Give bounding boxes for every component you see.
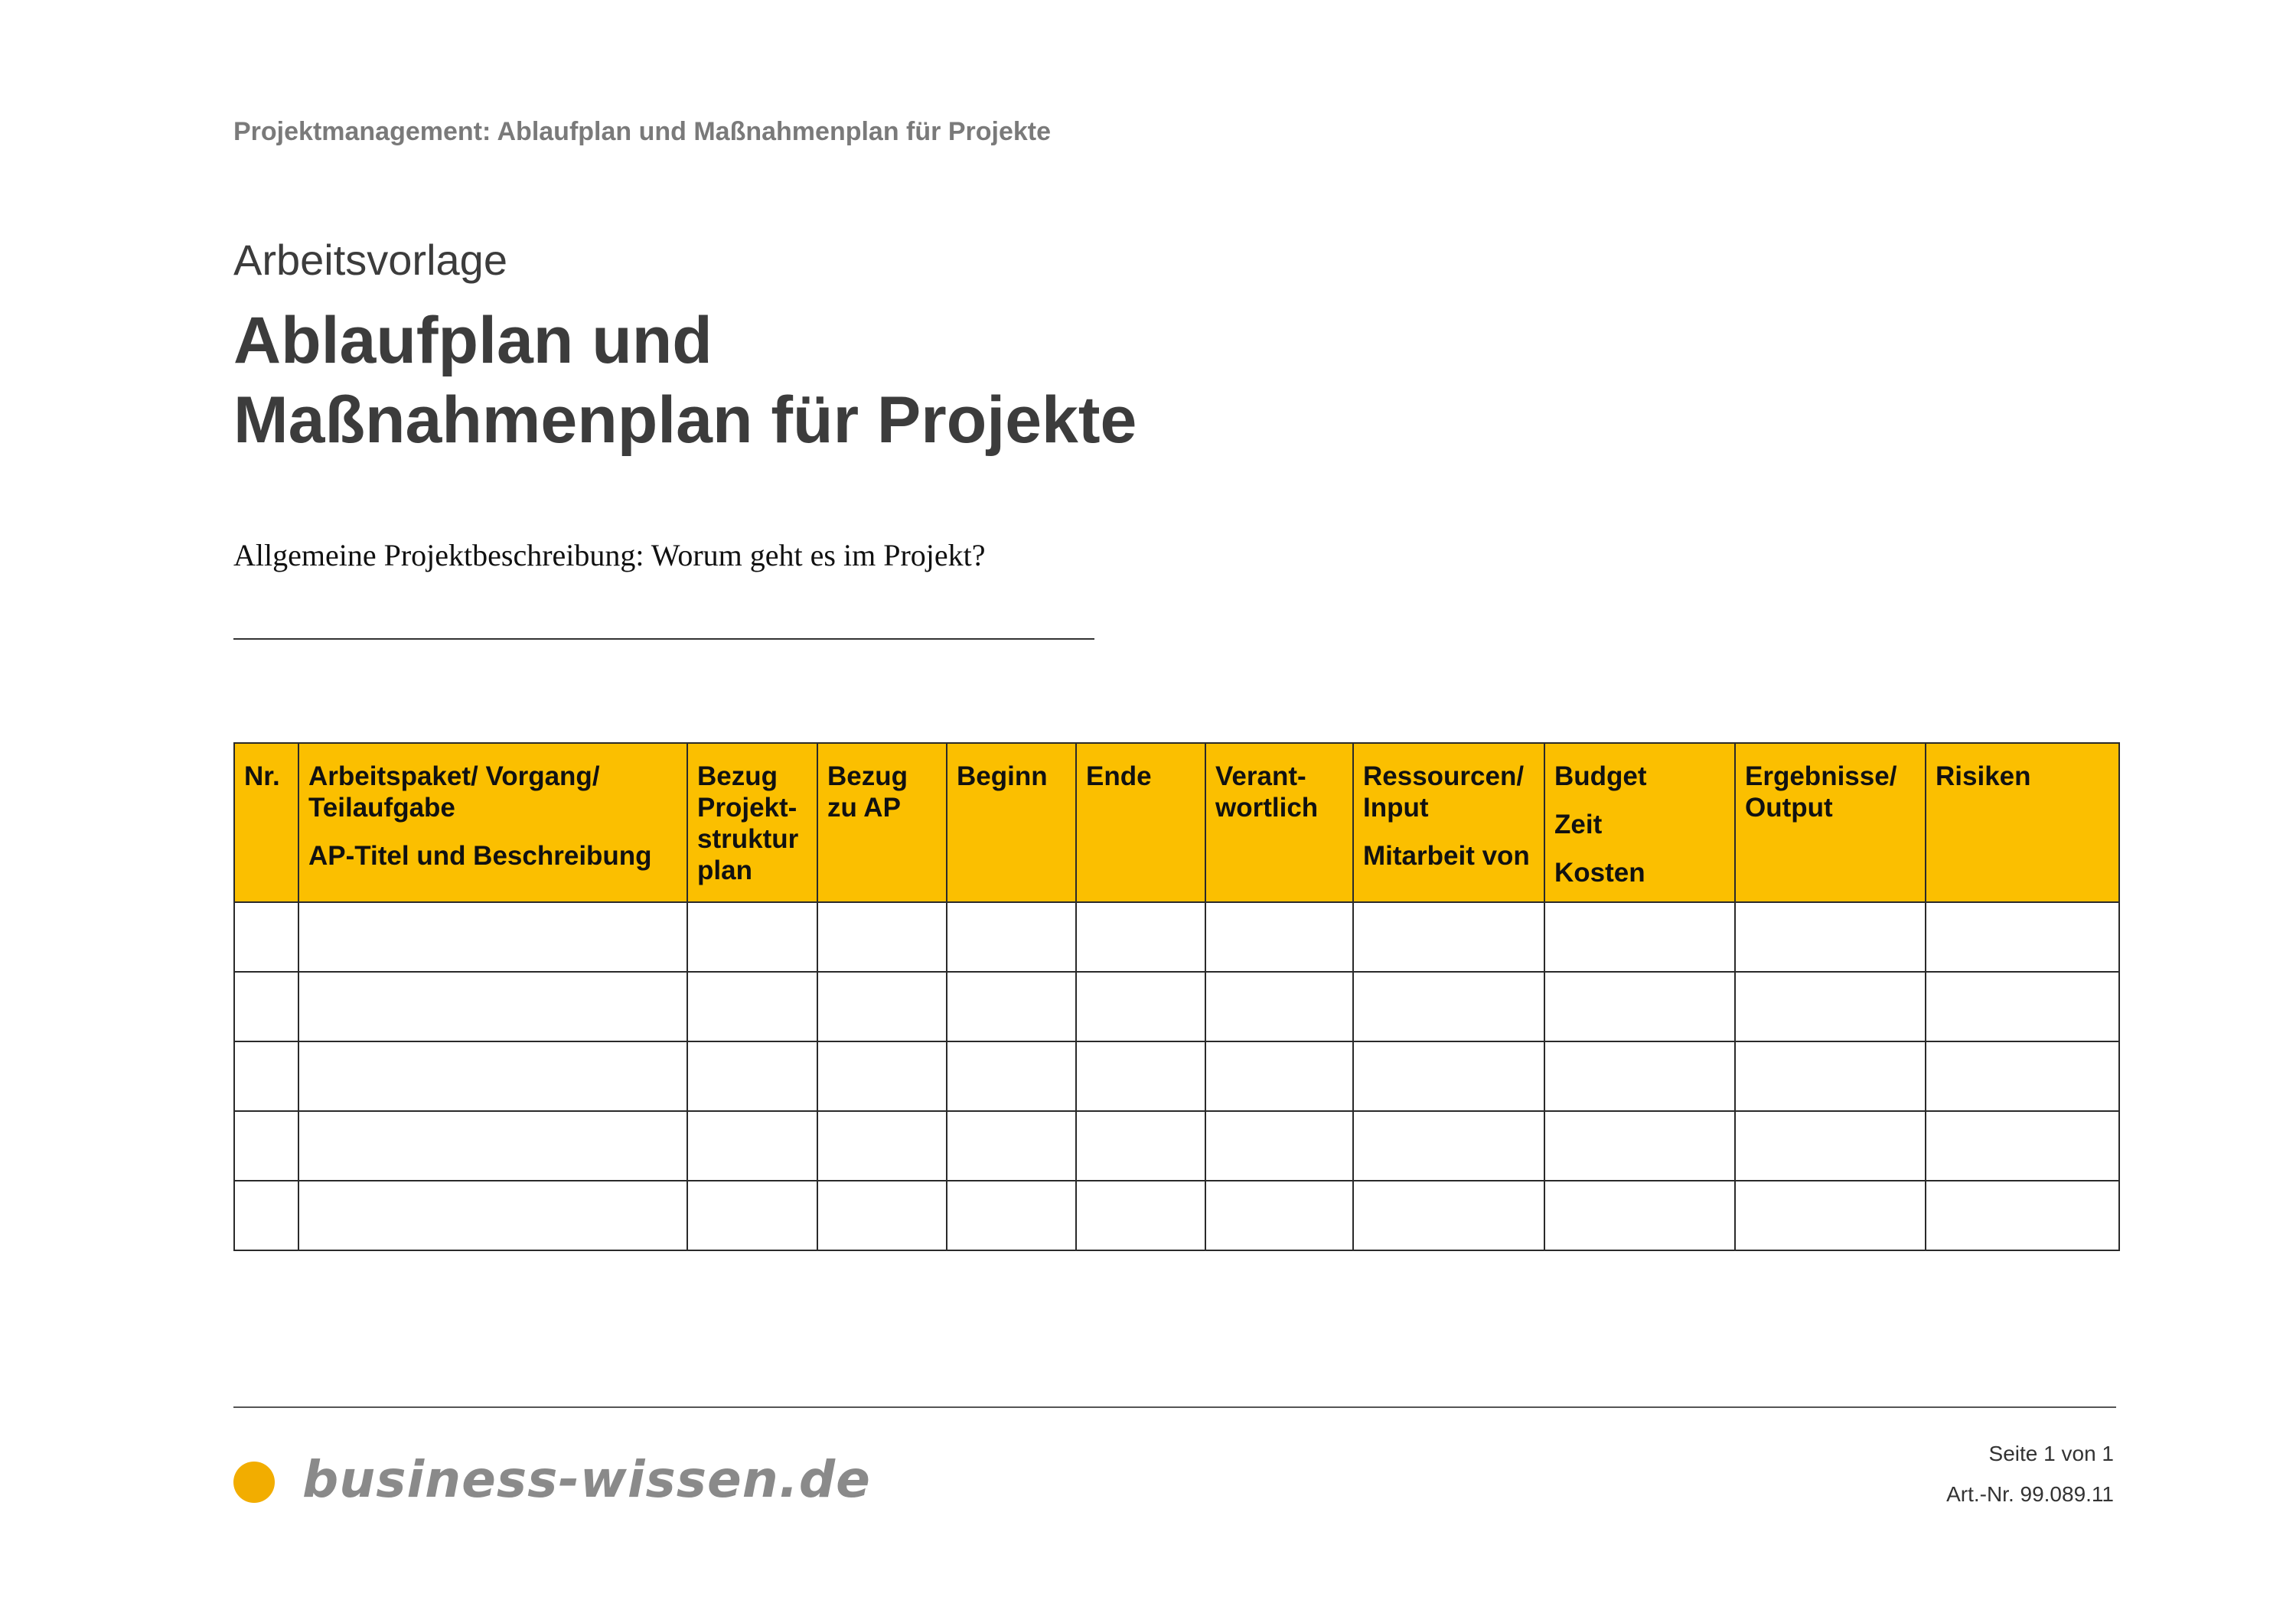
table-cell[interactable]: [298, 902, 687, 972]
table-cell[interactable]: [298, 1111, 687, 1181]
table-cell[interactable]: [234, 1111, 298, 1181]
column-header: [817, 743, 947, 902]
table-cell[interactable]: [687, 972, 817, 1041]
table-cell[interactable]: [1205, 1181, 1353, 1250]
column-header-line: Budget: [1554, 761, 1647, 791]
column-header-line: Beginn: [957, 761, 1048, 791]
column-header-line: Output: [1745, 793, 1833, 823]
table-cell[interactable]: [234, 972, 298, 1041]
column-header-line: Input: [1363, 793, 1429, 823]
column-header-line: wortlich: [1215, 793, 1319, 823]
table-cell[interactable]: [687, 902, 817, 972]
brand-logo-text: business-wissen.de: [302, 1450, 871, 1509]
table-cell[interactable]: [1076, 972, 1205, 1041]
table-cell[interactable]: [1076, 1181, 1205, 1250]
table-cell[interactable]: [1076, 1041, 1205, 1111]
table-cell[interactable]: [1735, 972, 1926, 1041]
column-header-line: zu AP: [827, 793, 901, 823]
description-fill-line[interactable]: [233, 638, 1094, 640]
table-cell[interactable]: [1076, 1111, 1205, 1181]
table-row: [234, 902, 2119, 972]
column-header-line: Risiken: [1936, 761, 2031, 791]
table-cell[interactable]: [1926, 1181, 2119, 1250]
column-header: [298, 743, 687, 902]
footer-divider: [233, 1406, 2116, 1408]
table-row: [234, 1181, 2119, 1250]
column-header-subline: Zeit: [1554, 810, 1603, 839]
column-header: [1205, 743, 1353, 902]
table-cell[interactable]: [234, 1181, 298, 1250]
table-cell[interactable]: [1205, 972, 1353, 1041]
table-cell[interactable]: [1353, 972, 1544, 1041]
table-cell[interactable]: [1926, 1111, 2119, 1181]
table-cell[interactable]: [817, 972, 947, 1041]
table-row: [234, 1041, 2119, 1111]
column-header-line: Ressourcen/: [1363, 761, 1525, 791]
table-header-row: [234, 743, 2119, 902]
table-cell[interactable]: [817, 1041, 947, 1111]
table-cell[interactable]: [1076, 902, 1205, 972]
table-cell[interactable]: [1353, 1111, 1544, 1181]
table-cell[interactable]: [1926, 1041, 2119, 1111]
table-cell[interactable]: [298, 1181, 687, 1250]
table-row: [234, 1111, 2119, 1181]
table-cell[interactable]: [298, 972, 687, 1041]
column-header-line: struktur: [697, 824, 799, 854]
table-cell[interactable]: [1544, 1041, 1735, 1111]
title-line-2: Maßnahmenplan für Projekte: [233, 383, 1137, 457]
column-header-subline: Mitarbeit von: [1363, 841, 1530, 871]
table-cell[interactable]: [687, 1181, 817, 1250]
table-cell[interactable]: [1205, 902, 1353, 972]
column-header-subline: AP-Titel und Beschreibung: [308, 841, 652, 871]
table-cell[interactable]: [1205, 1111, 1353, 1181]
table-cell[interactable]: [1926, 902, 2119, 972]
table-cell[interactable]: [1205, 1041, 1353, 1111]
article-number: Art.-Nr. 99.089.11: [1946, 1482, 2114, 1506]
brand-dot-icon: [233, 1462, 275, 1503]
column-header: [947, 743, 1076, 902]
table-cell[interactable]: [817, 902, 947, 972]
table-cell[interactable]: [1735, 1111, 1926, 1181]
table-cell[interactable]: [1353, 902, 1544, 972]
column-header-line: Teilaufgabe: [308, 793, 455, 823]
table-cell[interactable]: [298, 1041, 687, 1111]
table-cell[interactable]: [234, 902, 298, 972]
document-title: [233, 301, 1137, 460]
table-body: [234, 902, 2119, 1250]
column-header: [234, 743, 298, 902]
table-cell[interactable]: [1353, 1181, 1544, 1250]
table-cell[interactable]: [1544, 1181, 1735, 1250]
column-header-line: Projekt-: [697, 793, 797, 823]
column-header-line: plan: [697, 855, 752, 885]
table-cell[interactable]: [234, 1041, 298, 1111]
column-header-line: Arbeitspaket/ Vorgang/: [308, 761, 600, 791]
column-header: [1076, 743, 1205, 902]
column-header: [1353, 743, 1544, 902]
table-cell[interactable]: [1926, 972, 2119, 1041]
column-header-line: Bezug: [827, 761, 908, 791]
column-header-line: Ende: [1086, 761, 1152, 791]
plan-table: [233, 742, 2120, 1251]
table-cell[interactable]: [1544, 1111, 1735, 1181]
column-header-line: Ergebnisse/: [1745, 761, 1897, 791]
column-header: [1926, 743, 2119, 902]
table-row: [234, 972, 2119, 1041]
page-number: Seite 1 von 1: [1988, 1442, 2114, 1465]
table-cell[interactable]: [687, 1111, 817, 1181]
table-cell[interactable]: [1544, 972, 1735, 1041]
column-header: [687, 743, 817, 902]
table-cell[interactable]: [817, 1111, 947, 1181]
document-subtitle: Arbeitsvorlage: [233, 236, 507, 284]
column-header-line: Verant-: [1215, 761, 1306, 791]
table-cell[interactable]: [947, 1181, 1076, 1250]
table-cell[interactable]: [687, 1041, 817, 1111]
description-prompt: Allgemeine Projektbeschreibung: Worum geht es im Projekt?: [233, 538, 986, 572]
column-header-line: Nr.: [244, 761, 280, 791]
column-header: [1735, 743, 1926, 902]
table-cell[interactable]: [1544, 902, 1735, 972]
title-line-1: Ablaufplan und: [233, 304, 713, 377]
table-cell[interactable]: [817, 1181, 947, 1250]
table-cell[interactable]: [947, 1041, 1076, 1111]
table-cell[interactable]: [1735, 1041, 1926, 1111]
table-cell[interactable]: [1735, 902, 1926, 972]
table-cell[interactable]: [1353, 1041, 1544, 1111]
breadcrumb: Projektmanagement: Ablaufplan und Maßnahmenplan für Projekte: [233, 117, 1051, 146]
table-cell[interactable]: [1735, 1181, 1926, 1250]
column-header: [1544, 743, 1735, 902]
column-header-subline: Kosten: [1554, 858, 1645, 888]
table-cell[interactable]: [947, 1111, 1076, 1181]
table-cell[interactable]: [947, 972, 1076, 1041]
column-header-line: Bezug: [697, 761, 778, 791]
table-cell[interactable]: [947, 902, 1076, 972]
